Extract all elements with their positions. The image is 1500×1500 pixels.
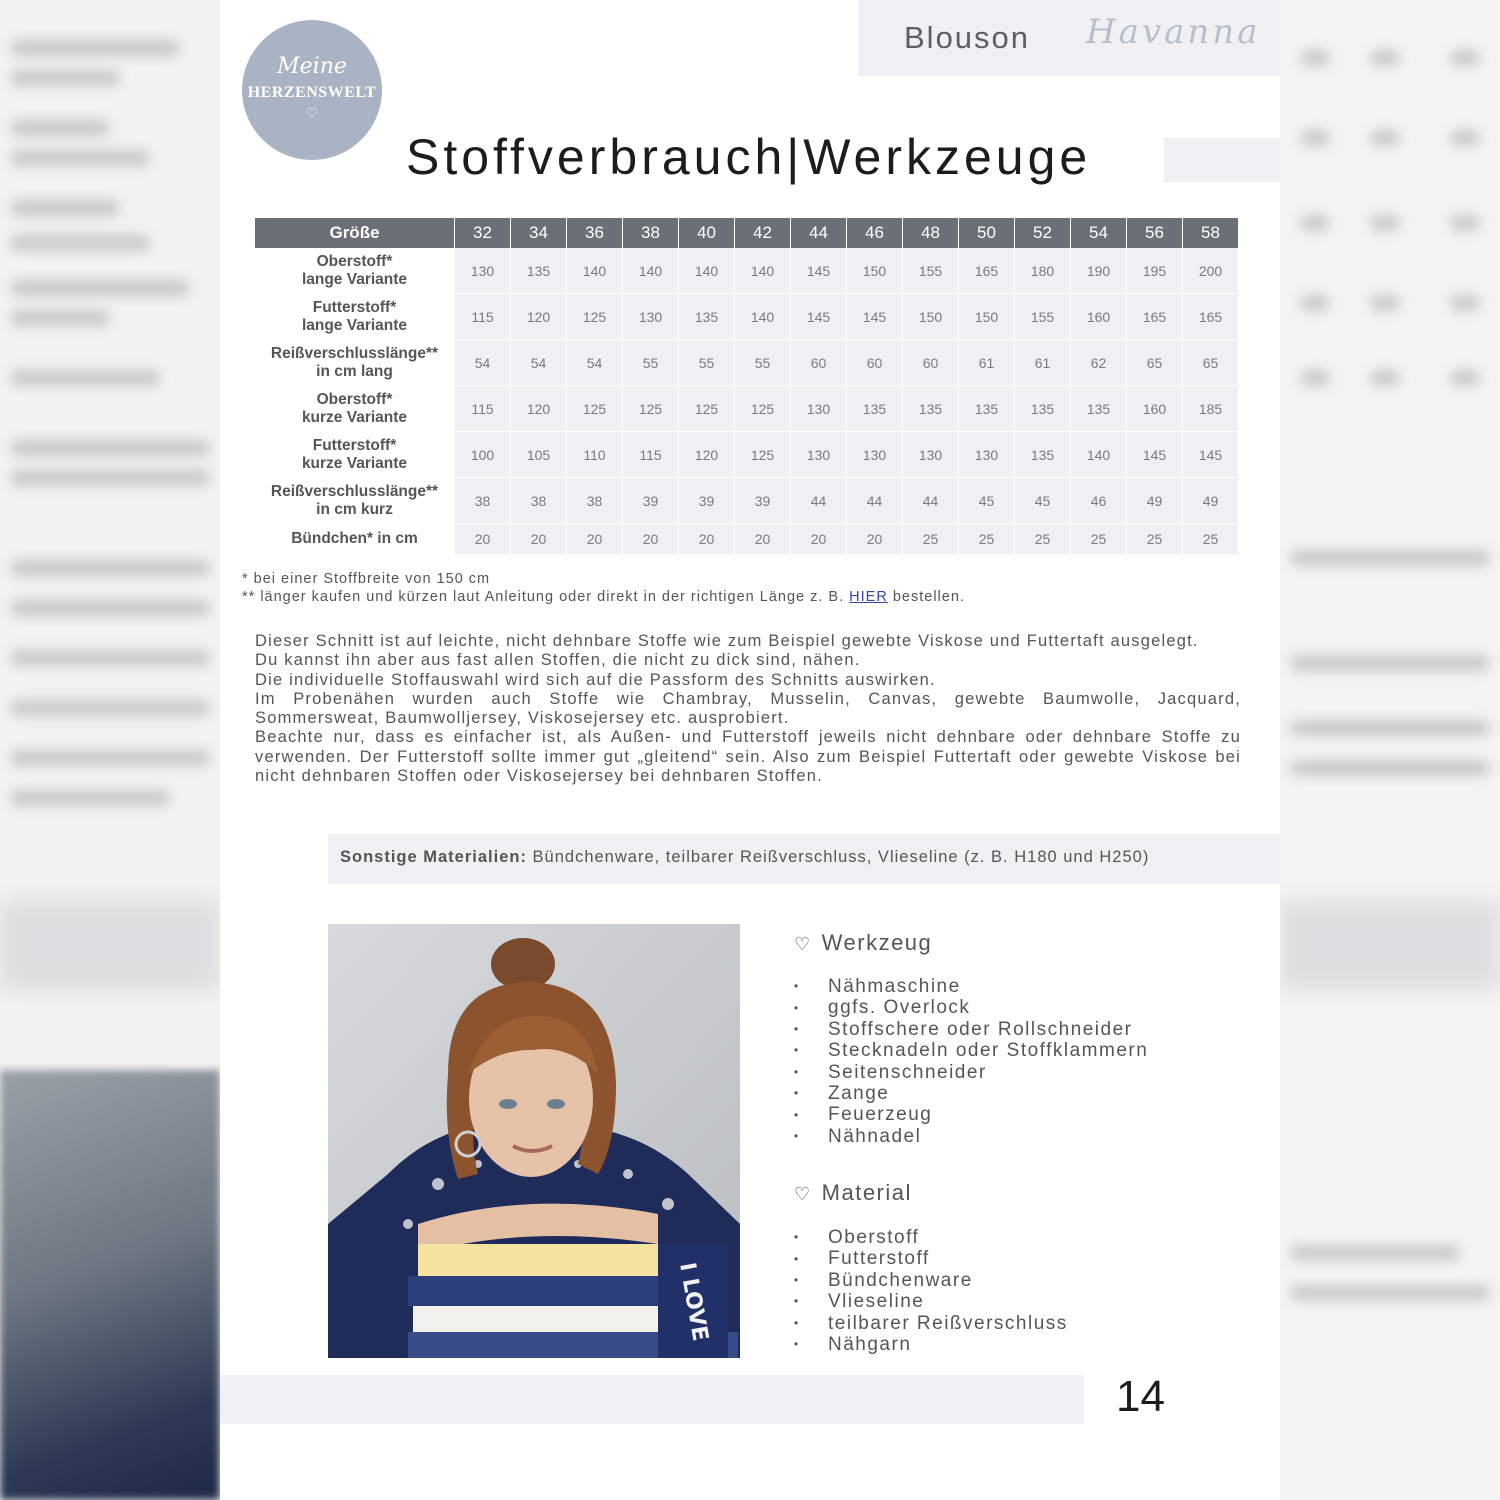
list-item-label: Vlieseline [828,1291,925,1313]
table-cell: 145 [1183,432,1239,478]
table-cell: 62 [1071,340,1127,386]
table-cell: 20 [791,524,847,555]
paragraph: Du kannst ihn aber aus fast allen Stoffen, die nicht zu dick sind, nähen. [255,651,861,670]
table-cell: 160 [1127,386,1183,432]
bullet-icon: • [794,1315,800,1330]
row-label-line1: Oberstoff* [316,390,393,408]
table-cell: 125 [623,386,679,432]
list-item-label: Stecknadeln oder Stoffklammern [828,1040,1149,1062]
list-item-label: Nähnadel [828,1125,922,1147]
list-item [794,1083,1148,1104]
table-cell: 20 [567,524,623,555]
list-item [794,1019,1148,1040]
row-label-line2: in cm lang [316,362,393,380]
logo-line2: HERZENSWELT [247,84,377,101]
list-item-label: Futterstoff [828,1248,930,1270]
table-cell: 130 [791,432,847,478]
table-cell: 20 [623,524,679,555]
table-cell: 145 [1127,432,1183,478]
table-cell: 60 [847,340,903,386]
table-cell: 140 [623,248,679,294]
table-cell: 135 [1071,386,1127,432]
footnotes [242,570,965,606]
background-right-blur [1280,0,1500,1500]
bullet-icon: • [794,1230,800,1245]
heart-icon: ♡ [794,934,812,954]
table-cell: 185 [1183,386,1239,432]
table-cell: 130 [623,294,679,340]
title-accent-bar [1164,138,1280,182]
table-cell: 135 [959,386,1015,432]
row-label [255,294,455,340]
table-cell: 190 [1071,248,1127,294]
table-cell: 195 [1127,248,1183,294]
table-cell: 140 [679,248,735,294]
table-cell: 130 [903,432,959,478]
table-cell: 135 [679,294,735,340]
bullet-icon: • [794,1086,800,1101]
table-cell: 125 [735,432,791,478]
table-header-row [255,218,1239,248]
table-row [255,524,1239,555]
row-label-line1: Reißverschlusslänge** [270,482,439,500]
table-cell: 150 [847,248,903,294]
description-text [255,632,1241,786]
brand-logo [242,20,382,160]
table-header-size: 44 [791,218,847,248]
list-item-label: Nähgarn [828,1333,912,1355]
list-item [794,1227,1068,1248]
list-item [794,997,1148,1018]
table-cell: 25 [959,524,1015,555]
row-label-line2: in cm kurz [316,500,393,518]
table-cell: 130 [791,386,847,432]
list-item [794,976,1148,997]
table-cell: 135 [511,248,567,294]
row-label [255,432,455,478]
table-cell: 135 [1015,386,1071,432]
table-header-size: 50 [959,218,1015,248]
table-cell: 25 [903,524,959,555]
bullet-icon: • [794,1043,800,1058]
table-cell: 150 [959,294,1015,340]
table-cell: 135 [903,386,959,432]
material-list [794,1227,1068,1355]
table-cell: 44 [903,478,959,524]
fabric-usage-table [255,218,1239,555]
table-cell: 125 [679,386,735,432]
werkzeug-heading [794,930,932,956]
row-label-line2: lange Variante [301,270,408,288]
row-label-line2: kurze Variante [301,454,408,472]
table-header-size: 40 [679,218,735,248]
table-cell: 49 [1127,478,1183,524]
row-label [255,478,455,524]
logo-heart-icon: ♡ [305,106,319,122]
table-cell: 60 [903,340,959,386]
table-cell: 130 [455,248,511,294]
list-item-label: Bündchenware [828,1269,973,1291]
material-heading-text: Material [821,1180,912,1205]
table-header-size: 42 [735,218,791,248]
table-row [255,248,1239,294]
other-materials-text [340,848,1149,867]
table-cell: 120 [511,294,567,340]
row-label [255,340,455,386]
table-cell: 130 [847,432,903,478]
list-item [794,1291,1068,1312]
row-label-line1: Bündchen* in cm [291,530,418,547]
footnote-1: * bei einer Stoffbreite von 150 cm [242,571,491,587]
row-label-line1: Futterstoff* [312,436,397,454]
table-cell: 20 [679,524,735,555]
list-item [794,1313,1068,1334]
bullet-icon: • [794,1022,800,1037]
heart-icon: ♡ [794,1184,812,1204]
list-item-label: teilbarer Reißverschluss [828,1312,1068,1334]
table-cell: 55 [735,340,791,386]
list-item-label: Stoffschere oder Rollschneider [828,1018,1133,1040]
table-row [255,478,1239,524]
table-header-size: 36 [567,218,623,248]
footnote-2-text: ** länger kaufen und kürzen laut Anleitung oder direkt in der richtigen Länge z. B. [242,589,845,605]
bullet-icon: • [794,1251,800,1266]
table-header-size: 38 [623,218,679,248]
footnote-2 [242,588,965,606]
list-item-label: Seitenschneider [828,1061,987,1083]
table-row [255,432,1239,478]
table-cell: 54 [455,340,511,386]
table-cell: 165 [1127,294,1183,340]
table-cell: 44 [847,478,903,524]
designer-photo [328,924,740,1358]
table-row [255,386,1239,432]
paragraph: Dieser Schnitt ist auf leichte, nicht dehnbare Stoffe wie zum Beispiel gewebte Viskose und Futtertaft ausgelegt. [255,632,1199,650]
background-left-blur [0,0,220,1500]
table-cell: 25 [1183,524,1239,555]
table-cell: 150 [903,294,959,340]
werkzeug-heading-text: Werkzeug [821,930,933,955]
table-cell: 200 [1183,248,1239,294]
table-cell: 61 [959,340,1015,386]
other-materials-box [328,834,1280,884]
header-box [858,0,1280,76]
table-cell: 55 [623,340,679,386]
bullet-icon: • [794,1129,800,1144]
table-cell: 145 [847,294,903,340]
table-cell: 140 [735,294,791,340]
paragraph: Die individuelle Stoffauswahl wird sich auf die Passform des Schnitts auswirken. [255,670,936,689]
row-label [255,248,455,294]
other-materials-label: Sonstige Materialien: [340,848,527,866]
werkzeug-list [794,976,1148,1147]
list-item [794,1040,1148,1061]
table-cell: 20 [455,524,511,555]
list-item-label: Oberstoff [828,1227,920,1248]
table-cell: 44 [791,478,847,524]
bullet-icon: • [794,1000,800,1015]
table-cell: 115 [455,294,511,340]
logo-line1: Meine [277,54,347,79]
designer-photo-illustration [328,924,740,1358]
row-label-line1: Oberstoff* [316,252,393,270]
bullet-icon: • [794,1273,800,1288]
table-cell: 38 [567,478,623,524]
header-title: Blouson [904,20,1031,55]
table-cell: 145 [791,294,847,340]
table-cell: 25 [1127,524,1183,555]
table-cell: 125 [735,386,791,432]
table-cell: 115 [623,432,679,478]
table-cell: 155 [1015,294,1071,340]
list-item [794,1270,1068,1291]
table-cell: 165 [959,248,1015,294]
table-header-size: 58 [1183,218,1239,248]
table-cell: 100 [455,432,511,478]
table-cell: 155 [903,248,959,294]
table-cell: 45 [1015,478,1071,524]
table-row [255,294,1239,340]
row-label-line2: kurze Variante [301,408,408,426]
table-cell: 20 [735,524,791,555]
table-header-size: 48 [903,218,959,248]
table-cell: 46 [1071,478,1127,524]
bullet-icon: • [794,1064,800,1079]
list-item-label: Nähmaschine [828,976,961,997]
bullet-icon: • [794,1107,800,1122]
page-number: 14 [1116,1372,1165,1421]
table-cell: 65 [1127,340,1183,386]
material-heading [794,1180,912,1206]
table-header-size: 52 [1015,218,1071,248]
table-cell: 160 [1071,294,1127,340]
table-header-size: 56 [1127,218,1183,248]
footer-bar [220,1375,1084,1424]
bullet-icon: • [794,1337,800,1352]
row-label [255,386,455,432]
table-cell: 61 [1015,340,1071,386]
table-cell: 125 [567,294,623,340]
table-header-size: 32 [455,218,511,248]
table-cell: 135 [1015,432,1071,478]
table-cell: 140 [567,248,623,294]
table-cell: 49 [1183,478,1239,524]
table-cell: 140 [1071,432,1127,478]
row-label-line2: lange Variante [301,316,408,334]
table-cell: 25 [1015,524,1071,555]
table-cell: 110 [567,432,623,478]
header-script-title: Havanna [1086,12,1261,52]
bullet-icon: • [794,1294,800,1309]
row-label-line1: Futterstoff* [312,298,397,316]
table-cell: 105 [511,432,567,478]
table-cell: 38 [511,478,567,524]
list-item [794,1248,1068,1269]
hier-link[interactable]: HIER [849,589,888,605]
list-item [794,1104,1148,1125]
table-header-size: 54 [1071,218,1127,248]
table-cell: 39 [679,478,735,524]
table-cell: 165 [1183,294,1239,340]
table-cell: 60 [791,340,847,386]
table-cell: 20 [511,524,567,555]
list-item [794,1062,1148,1083]
row-label-line1: Reißverschlusslänge** [270,344,439,362]
table-cell: 38 [455,478,511,524]
table-cell: 140 [735,248,791,294]
footnote-2-end: bestellen. [892,589,965,605]
row-label [255,524,455,555]
bullet-icon: • [794,979,800,994]
table-cell: 25 [1071,524,1127,555]
table-cell: 135 [847,386,903,432]
page-title: Stoffverbrauch|Werkzeuge [406,129,1092,185]
table-row [255,340,1239,386]
document-page [220,0,1280,1500]
table-cell: 130 [959,432,1015,478]
table-cell: 120 [679,432,735,478]
table-cell: 45 [959,478,1015,524]
table-cell: 39 [735,478,791,524]
other-materials-value: Bündchenware, teilbarer Reißverschluss, Vlieseline (z. B. H180 und H250) [532,848,1150,866]
list-item-label: Feuerzeug [828,1104,933,1126]
table-cell: 125 [567,386,623,432]
table-cell: 54 [567,340,623,386]
table-cell: 120 [511,386,567,432]
table-header-size-label: Größe [255,218,455,248]
table-cell: 65 [1183,340,1239,386]
table-cell: 145 [791,248,847,294]
table-cell: 180 [1015,248,1071,294]
table-cell: 39 [623,478,679,524]
table-header-size: 34 [511,218,567,248]
list-item-label: Zange [828,1082,890,1104]
paragraph: Beachte nur, dass es einfacher ist, als Außen- und Futterstoff jeweils nicht dehnbare oder dehnbare Stoffe zu verwenden. Der Futterstoff sollte immer gut „gleitend“ sein. Also zum Beispiel Futtertaft oder gewebte Viskose bei nicht dehnbaren Stoffen oder Viskosejersey bei dehnbaren Stoffen. [255,728,1241,786]
table-cell: 55 [679,340,735,386]
table-cell: 115 [455,386,511,432]
table-cell: 54 [511,340,567,386]
paragraph: Im Probenähen wurden auch Stoffe wie Chambray, Musselin, Canvas, gewebte Baumwolle, Jacquard, Sommersweat, Baumwolljersey, Viskosejersey etc. ausprobiert. [255,689,1241,728]
table-header-size: 46 [847,218,903,248]
list-item [794,1126,1148,1147]
list-item [794,1334,1068,1355]
shirt-lettering: I LOVE [674,1260,713,1344]
table-cell: 20 [847,524,903,555]
list-item-label: ggfs. Overlock [828,997,971,1019]
